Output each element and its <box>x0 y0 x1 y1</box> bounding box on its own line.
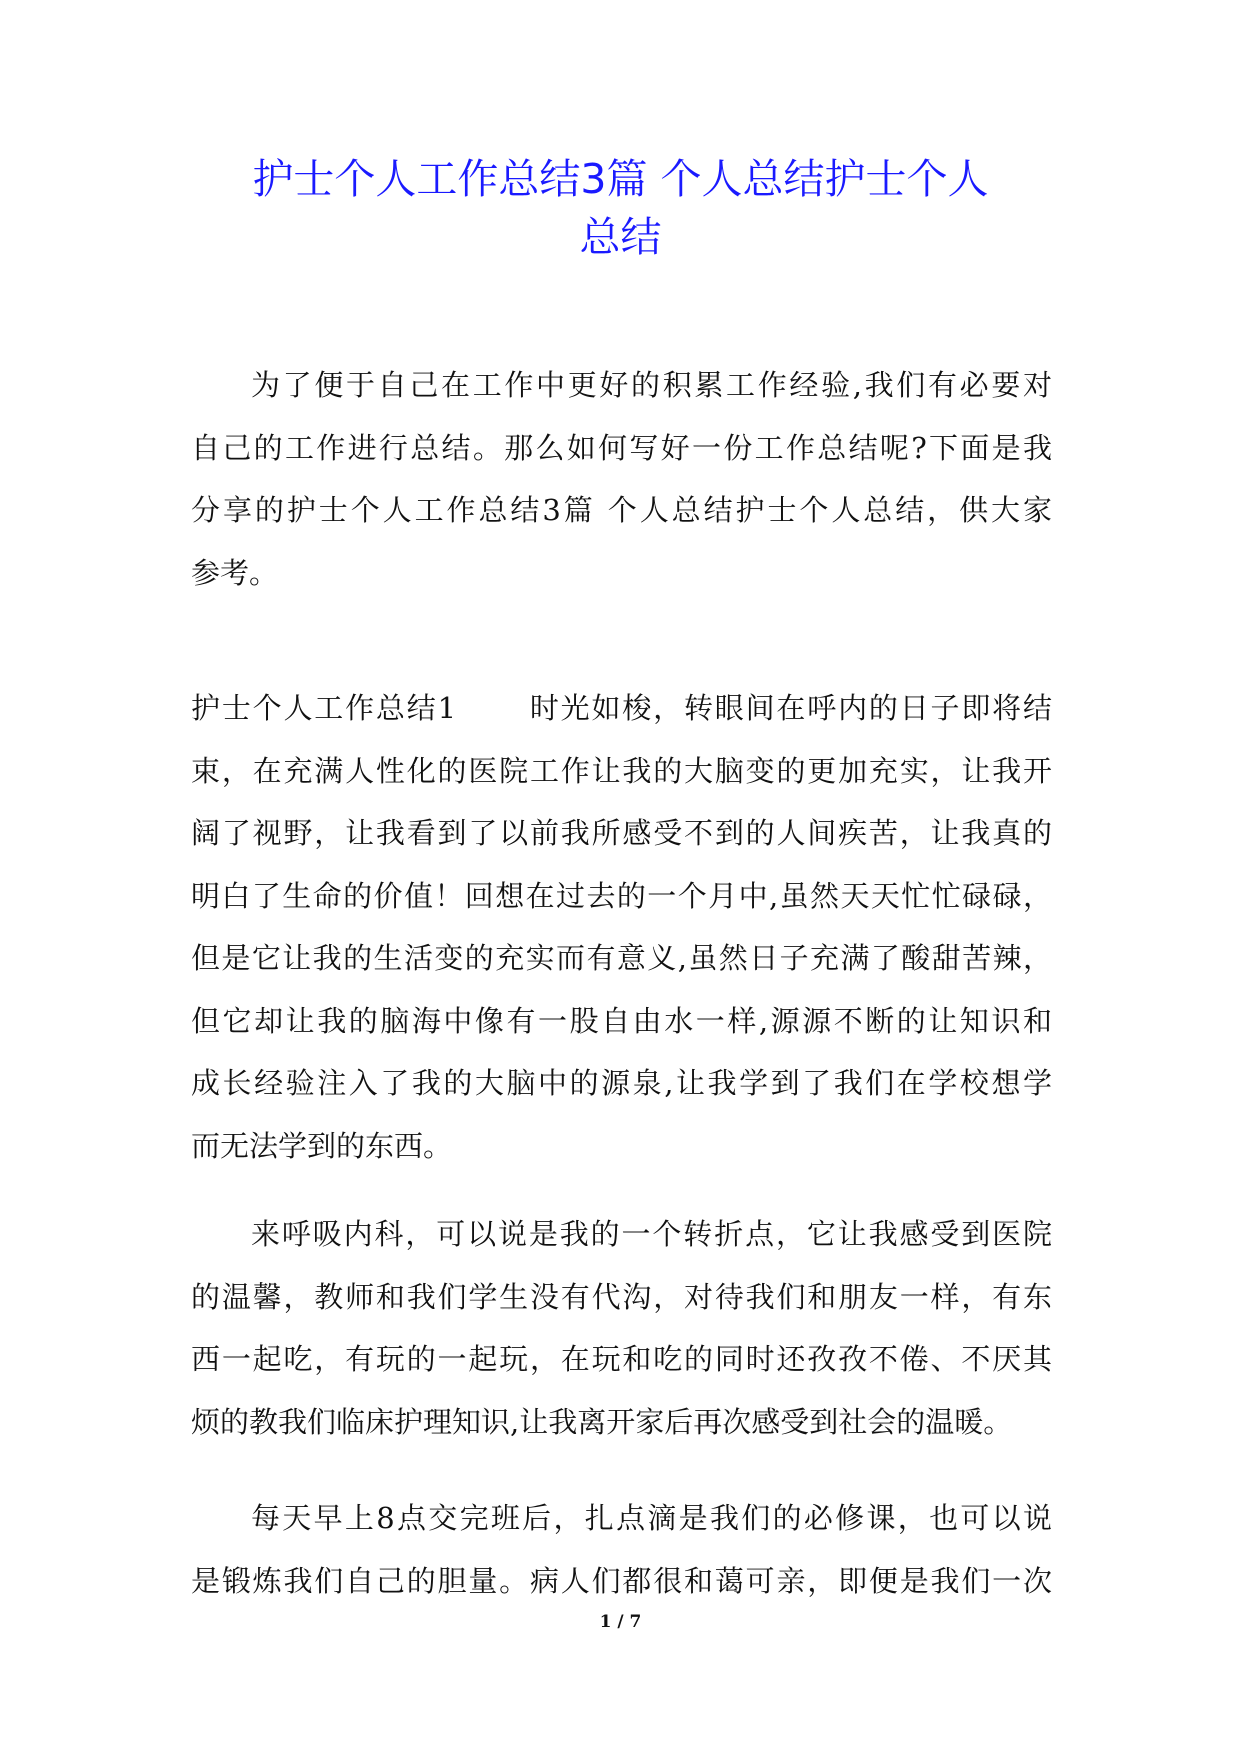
section-1-line: 明白了生命的价值！回想在过去的一个月中,虽然天天忙忙碌碌， <box>191 878 1052 913</box>
page-number: 1 / 7 <box>599 1612 642 1632</box>
title-line: 护士个人工作总结3篇 个人总结护士个人 <box>252 155 989 203</box>
paragraph-3 <box>191 1487 1052 1612</box>
section-1-line: 时光如梭，转眼间在呼内的日子即将结 <box>528 691 1052 725</box>
section-1-first-line <box>191 677 1052 740</box>
section-1-line: 而无法学到的东西。 <box>191 1128 453 1163</box>
paragraph-2-line: 来呼吸内科，可以说是我的一个转折点，它让我感受到医院 <box>251 1217 1052 1251</box>
paragraph-2-line: 的温馨，教师和我们学生没有代沟，对待我们和朋友一样，有东 <box>191 1279 1052 1314</box>
section-1-line: 成长经验注入了我的大脑中的源泉,让我学到了我们在学校想学 <box>191 1066 1052 1100</box>
section-1-heading: 护士个人工作总结1 <box>191 691 457 725</box>
intro-line: 为了便于自己在工作中更好的积累工作经验,我们有必要对 <box>251 368 1052 402</box>
section-1-line: 阔了视野，让我看到了以前我所感受不到的人间疾苦，让我真的 <box>191 816 1052 850</box>
paragraph-2-line: 烦的教我们临床护理知识,让我离开家后再次感受到社会的温暖。 <box>191 1404 1013 1439</box>
document-title <box>180 150 1061 266</box>
paragraph-2 <box>191 1203 1052 1453</box>
paragraph-3-line: 是锻炼我们自己的胆量。病人们都很和蔼可亲，即便是我们一次 <box>191 1563 1052 1598</box>
intro-line: 自己的工作进行总结。那么如何写好一份工作总结呢?下面是我 <box>191 430 1052 465</box>
intro-line: 参考。 <box>191 555 279 590</box>
section-1-line: 束，在充满人性化的医院工作让我的大脑变的更加充实，让我开 <box>191 753 1052 788</box>
paragraph-2-line: 西一起吃，有玩的一起玩，在玩和吃的同时还孜孜不倦、不厌其 <box>191 1342 1052 1376</box>
intro-paragraph <box>191 354 1052 604</box>
intro-line: 分享的护士个人工作总结3篇 个人总结护士个人总结，供大家 <box>191 493 1052 527</box>
section-1-line: 但是它让我的生活变的充实而有意义,虽然日子充满了酸甜苦辣， <box>191 941 1052 975</box>
paragraph-3-line: 每天早上8点交完班后，扎点滴是我们的必修课，也可以说 <box>251 1501 1052 1535</box>
section-1-paragraph <box>191 677 1052 1177</box>
section-1-line: 但它却让我的脑海中像有一股自由水一样,源源不断的让知识和 <box>191 1003 1052 1038</box>
title-line: 总结 <box>579 213 662 261</box>
